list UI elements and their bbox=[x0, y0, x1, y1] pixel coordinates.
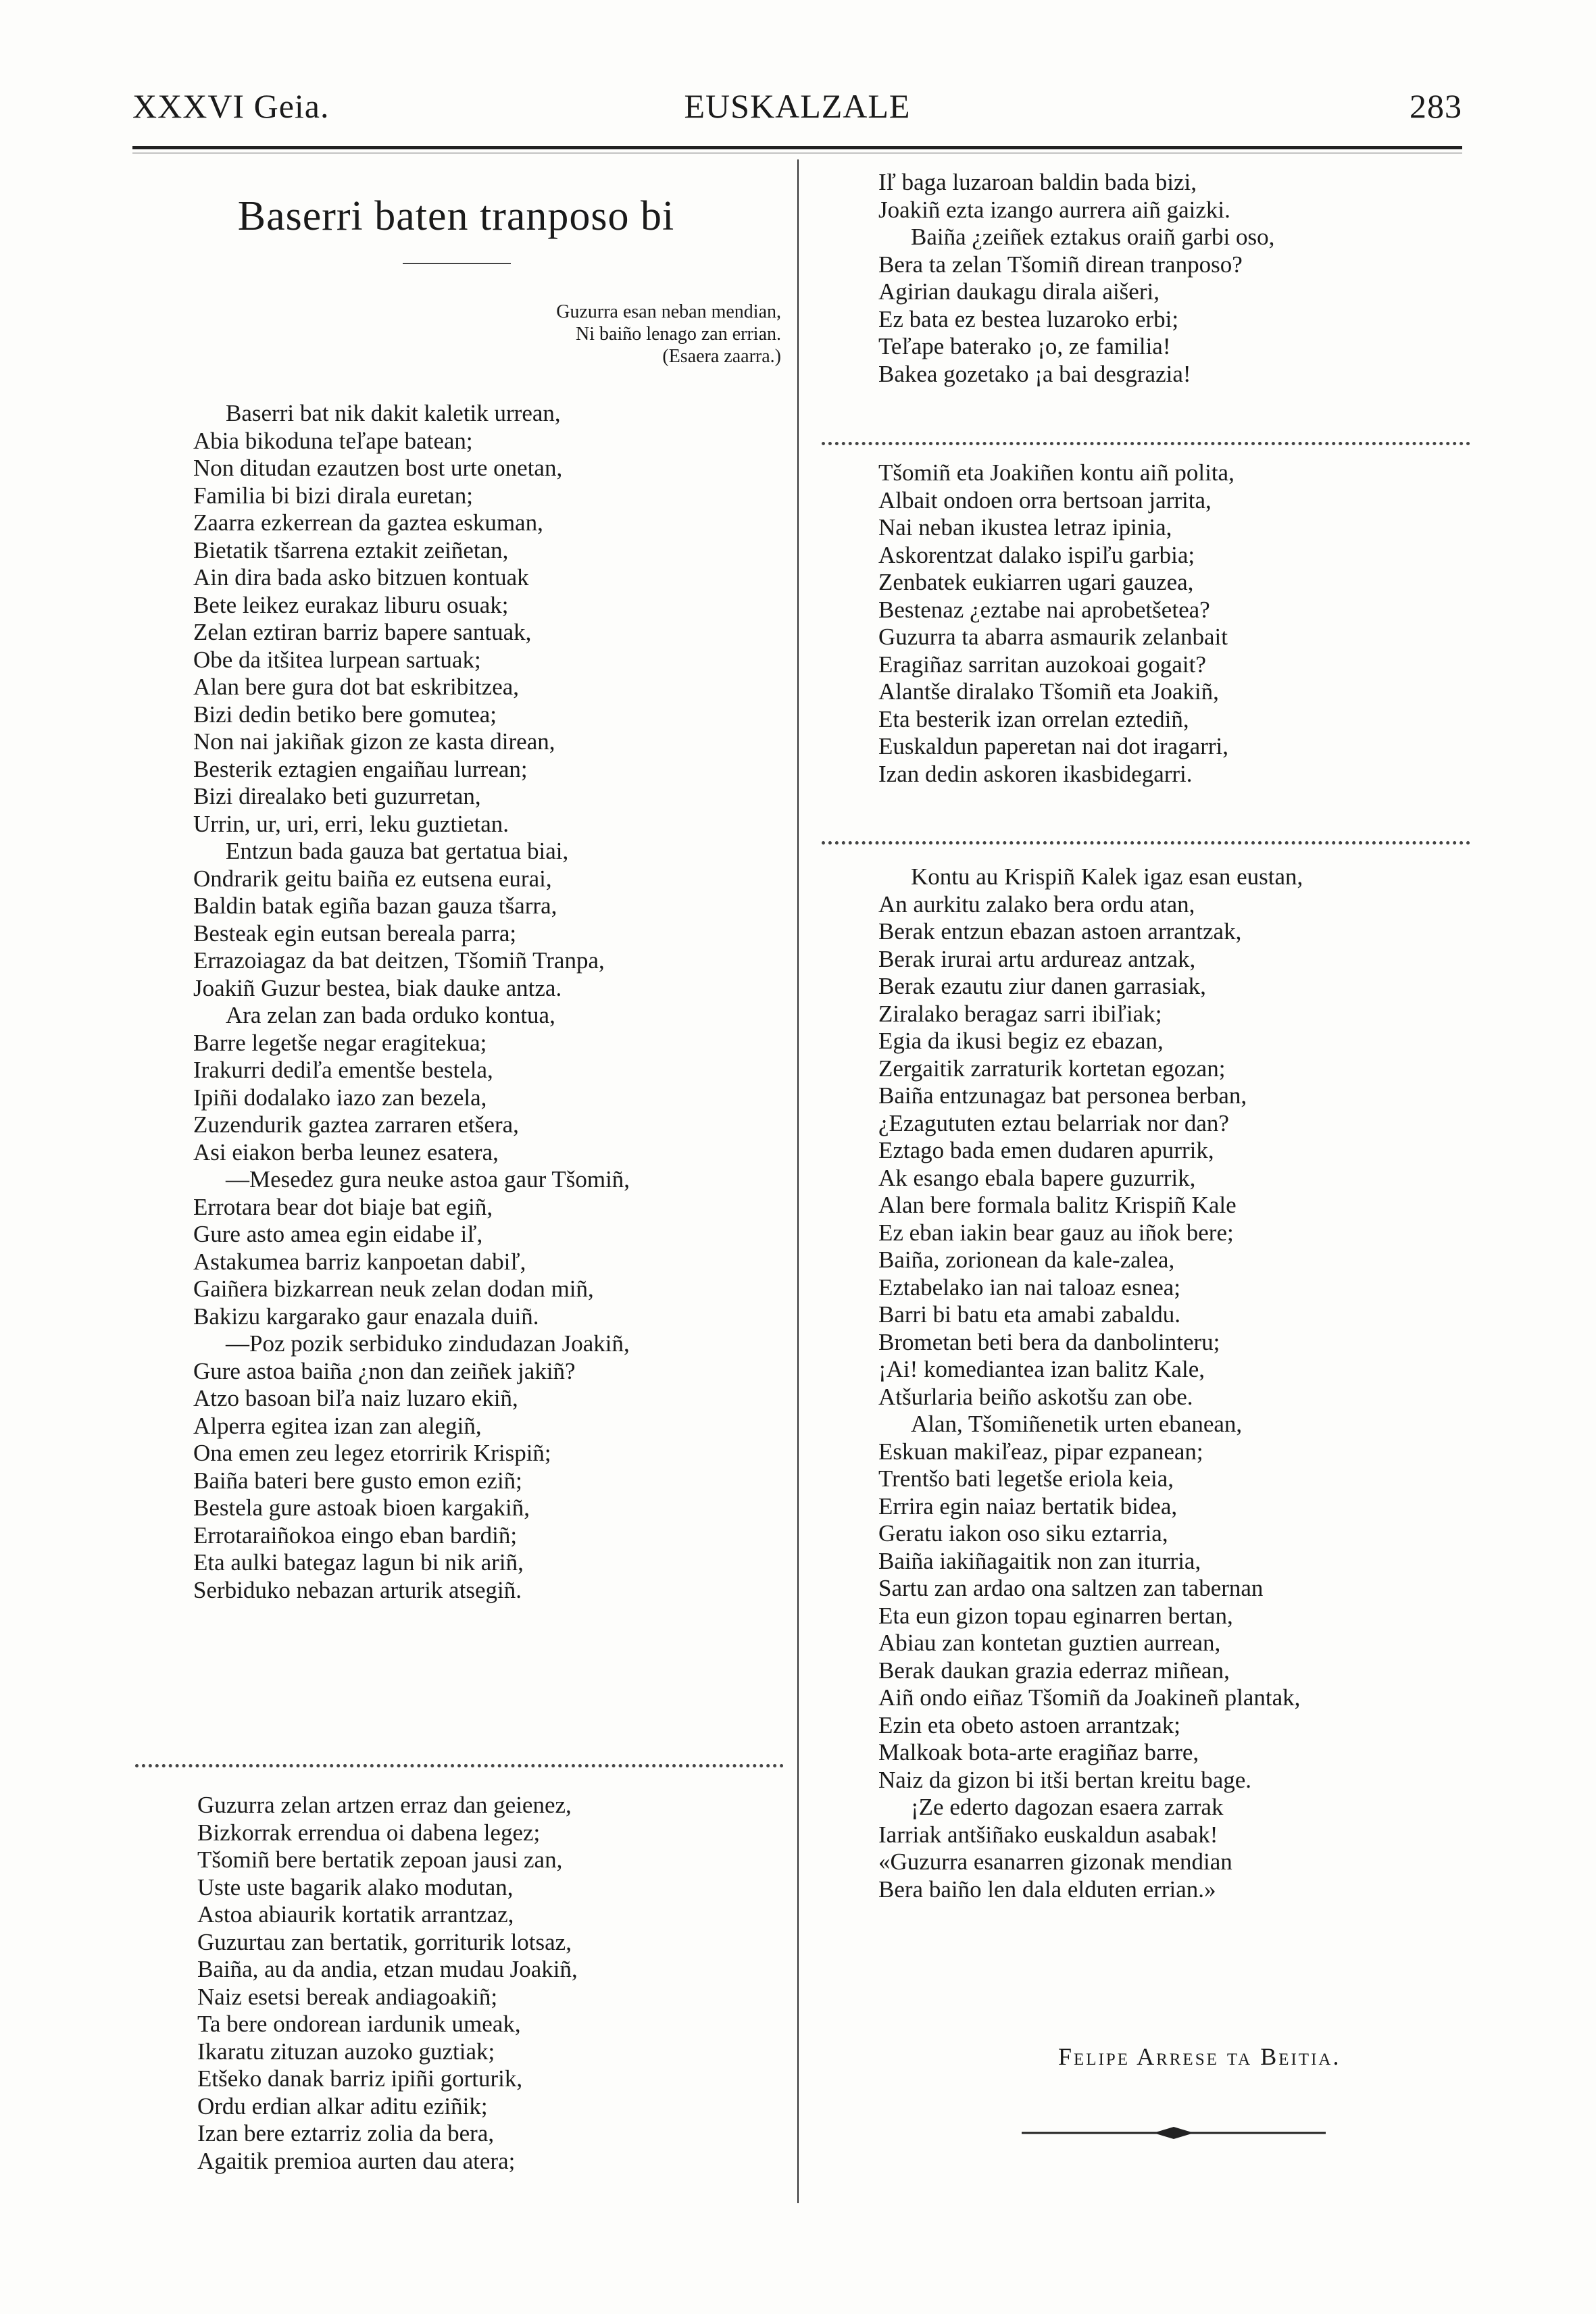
verse-line: Entzun bada gauza bat gertatua biai, bbox=[226, 838, 569, 864]
verse-line: ¡Ze ederto dagozan esaera zarrak bbox=[911, 1794, 1224, 1820]
verse-line: Bete leikez eurakaz liburu osuak; bbox=[193, 591, 509, 618]
page-number: 283 bbox=[1410, 87, 1462, 125]
verse-line: Zenbatek eukiarren ugari gauzea, bbox=[878, 569, 1194, 595]
verse-line: Asi eiakon berba leunez esatera, bbox=[193, 1138, 499, 1165]
verse-line: Agirian daukagu dirala aišeri, bbox=[878, 278, 1159, 305]
verse-line: Bera baiño len dala elduten errian.» bbox=[878, 1876, 1216, 1903]
verse-line: Kontu au Krispiñ Kalek igaz esan eustan, bbox=[911, 863, 1303, 890]
verse-line: Izan dedin askoren ikasbidegarri. bbox=[878, 760, 1193, 787]
page-header bbox=[132, 86, 1462, 141]
verse-line: —Poz pozik serbiduko zindudazan Joakiñ, bbox=[226, 1330, 630, 1357]
verse-line: Obe da itšitea lurpean sartuak; bbox=[193, 646, 481, 673]
verse-line: Gaiñera bizkarrean neuk zelan dodan miñ, bbox=[193, 1276, 594, 1302]
verse-line: Teľape baterako ¡o, ze familia! bbox=[878, 333, 1171, 359]
verse-line: Agaitik premioa aurten dau atera; bbox=[197, 2147, 516, 2174]
verse-line: Bizkorrak errendua oi dabena legez; bbox=[197, 1819, 541, 1846]
verse-line: An aurkitu zalako bera ordu atan, bbox=[878, 890, 1195, 917]
verse-line: Berak daukan grazia ederraz miñean, bbox=[878, 1657, 1230, 1684]
verse-line: Abiau zan kontetan guztien aurrean, bbox=[878, 1630, 1221, 1656]
verse-line: Baiña iakiñagaitik non zan iturria, bbox=[878, 1547, 1201, 1574]
verse-line: Baiña entzunagaz bat personea berban, bbox=[878, 1082, 1247, 1109]
verse-line: Errira egin naiaz bertatik bidea, bbox=[878, 1492, 1178, 1519]
verse-line: Bakizu kargarako gaur enazala duiñ. bbox=[193, 1303, 539, 1330]
epigraph-line: Guzurra esan neban mendian, bbox=[556, 301, 781, 322]
verse-line: Ara zelan zan bada orduko kontua, bbox=[226, 1002, 555, 1028]
verse-line: Baserri bat nik dakit kaletik urrean, bbox=[226, 400, 561, 426]
journal-title: EUSKALZALE bbox=[684, 87, 911, 125]
verse-line: Ipiñi dodalako iazo zan bezela, bbox=[193, 1084, 487, 1111]
verse-line: Barre legetše negar eragitekua; bbox=[193, 1029, 487, 1056]
verse-line: Alperra egitea izan zan alegiñ, bbox=[193, 1412, 482, 1439]
verse-line: Zelan eztiran barriz bapere santuak, bbox=[193, 619, 532, 645]
verse-line: Sartu zan ardao ona saltzen zan tabernan bbox=[878, 1575, 1264, 1601]
verse-line: Abia bikoduna teľape batean; bbox=[193, 427, 473, 454]
verse-line: «Guzurra esanarren gizonak mendian bbox=[878, 1848, 1232, 1875]
verse-line: Berak entzun ebazan astoen arrantzak, bbox=[878, 918, 1242, 945]
verse-line: Bietatik tšarrena eztakit zeiñetan, bbox=[193, 536, 509, 563]
verse-line: Brometan beti bera da danbolinteru; bbox=[878, 1328, 1220, 1355]
author-signature: Felipe Arrese ta Beitia. bbox=[1058, 2043, 1341, 2070]
verse-line: Ondrarik geitu baiña ez eutsena eurai, bbox=[193, 865, 552, 892]
verse-line: Bizi direalako beti guzurretan, bbox=[193, 783, 481, 809]
verse-line: Eta besterik izan orrelan eztediñ, bbox=[878, 705, 1189, 732]
verse-line: Irakurri dediľa ementše bestela, bbox=[193, 1057, 493, 1083]
verse-line: Baldin batak egiña bazan gauza tšarra, bbox=[193, 892, 557, 919]
verse-line: Eragiñaz sarritan auzokoai gogait? bbox=[878, 651, 1206, 678]
verse-line: Gure astoa baiña ¿non dan zeiñek jakiñ? bbox=[193, 1357, 576, 1384]
verse-line: Nai neban ikustea letraz ipinia, bbox=[878, 514, 1172, 540]
verse-line: Uste uste bagarik alako modutan, bbox=[197, 1873, 514, 1901]
column-divider bbox=[797, 159, 799, 2203]
verse-line: Ta bere ondorean iardunik umeak, bbox=[197, 2011, 521, 2037]
verse-line: Izan bere eztarriz zolia da bera, bbox=[197, 2120, 495, 2146]
verse-line: Iarriak antšiñako euskaldun asabak! bbox=[878, 1821, 1218, 1848]
verse-line: Besteak egin eutsan bereala parra; bbox=[193, 920, 517, 947]
verse-line: Non ditudan ezautzen bost urte onetan, bbox=[193, 455, 563, 481]
poem-stanza-right-1 bbox=[878, 169, 1487, 388]
verse-line: Alan bere gura dot bat eskribitzea, bbox=[193, 674, 520, 700]
verse-line: ¡Ai! komediantea izan balitz Kale, bbox=[878, 1356, 1205, 1382]
verse-line: Atzo basoan biľa naiz luzaro ekiñ, bbox=[193, 1385, 518, 1411]
verse-line: Guzurra zelan artzen erraz dan geienez, bbox=[197, 1792, 572, 1818]
verse-line: Ez eban iakin bear gauz au iñok bere; bbox=[878, 1219, 1234, 1246]
verse-line: Zuzendurik gaztea zarraren etšera, bbox=[193, 1111, 519, 1138]
verse-line: Malkoak bota-arte eragiñaz barre, bbox=[878, 1739, 1199, 1765]
verse-line: Eskuan makiľeaz, pipar ezpanean; bbox=[878, 1438, 1203, 1465]
dotted-separator bbox=[822, 442, 1470, 445]
poem-stanza-left-2 bbox=[197, 1792, 792, 2175]
verse-line: Aiñ ondo eiñaz Tšomiñ da Joakineñ plantak, bbox=[878, 1684, 1301, 1711]
verse-line: Bestenaz ¿eztabe nai aprobetšetea? bbox=[878, 596, 1210, 623]
verse-line: Joakiñ Guzur bestea, biak dauke antza. bbox=[193, 974, 562, 1001]
verse-line: Berak ezautu ziur danen garrasiak, bbox=[878, 973, 1206, 999]
verse-line: Errotara bear dot biaje bat egiñ, bbox=[193, 1193, 493, 1220]
verse-line: Guzurra ta abarra asmaurik zelanbait bbox=[878, 624, 1228, 650]
verse-line: Non nai jakiñak gizon ze kasta direan, bbox=[193, 728, 555, 755]
verse-line: Naiz da gizon bi itši bertan kreitu bage. bbox=[878, 1766, 1252, 1793]
verse-line: Euskaldun paperetan nai dot iragarri, bbox=[878, 733, 1228, 759]
dotted-separator bbox=[135, 1764, 784, 1767]
title-rule bbox=[403, 263, 511, 264]
verse-line: Zaarra ezkerrean da gaztea eskuman, bbox=[193, 509, 543, 536]
verse-line: Baiña bateri bere gusto emon eziñ; bbox=[193, 1467, 522, 1494]
verse-line: Astoa abiaurik kortatik arrantzaz, bbox=[197, 1901, 514, 1928]
verse-line: Familia bi bizi dirala euretan; bbox=[193, 482, 474, 509]
verse-line: Ona emen zeu legez etorririk Krispiñ; bbox=[193, 1440, 551, 1466]
verse-line: Ak esango ebala bapere guzurrik, bbox=[878, 1164, 1196, 1191]
verse-line: Urrin, ur, uri, erri, leku guztietan. bbox=[193, 810, 509, 837]
verse-line: Eta eun gizon topau eginarren bertan, bbox=[878, 1602, 1233, 1629]
dotted-separator bbox=[822, 841, 1470, 845]
verse-line: ¿Ezagututen eztau belarriak nor dan? bbox=[878, 1109, 1229, 1136]
verse-line: Baiña, zorionean da kale-zalea, bbox=[878, 1247, 1175, 1273]
verse-line: Tšomiñ eta Joakiñen kontu aiñ polita, bbox=[878, 459, 1235, 486]
epigraph-source: (Esaera zaarra.) bbox=[662, 346, 781, 367]
verse-line: Ezin eta obeto astoen arrantzak; bbox=[878, 1711, 1181, 1738]
poem-stanza-left-1 bbox=[193, 400, 788, 1604]
verse-line: Ikaratu zituzan auzoko guztiak; bbox=[197, 2038, 495, 2065]
verse-line: Ez bata ez bestea luzaroko erbi; bbox=[878, 305, 1179, 332]
verse-line: Berak irurai artu ardureaz antzak, bbox=[878, 945, 1196, 972]
verse-line: Baiña ¿zeiñek eztakus oraiñ garbi oso, bbox=[911, 224, 1275, 250]
verse-line: Bakea gozetako ¡a bai desgrazia! bbox=[878, 360, 1191, 387]
verse-line: Joakiñ ezta izango aurrera aiñ gaizki. bbox=[878, 196, 1230, 223]
verse-line: Errotaraiñokoa eingo eban bardiñ; bbox=[193, 1521, 518, 1549]
verse-line: Zergaitik zarraturik kortetan egozan; bbox=[878, 1055, 1226, 1082]
verse-line: Ain dira bada asko bitzuen kontuak bbox=[193, 564, 529, 590]
verse-line: Alan, Tšomiñenetik urten ebanean, bbox=[911, 1411, 1243, 1437]
verse-line: Tšomiñ bere bertatik zepoan jausi zan, bbox=[197, 1846, 563, 1873]
verse-line: Baiña, au da andia, etzan mudau Joakiñ, bbox=[197, 1956, 578, 1982]
verse-line: Alantše diralako Tšomiñ eta Joakiñ, bbox=[878, 678, 1219, 705]
verse-line: Askorentzat dalako ispiľu garbia; bbox=[878, 541, 1195, 568]
verse-line: Besterik eztagien engaiñau lurrean; bbox=[193, 755, 528, 782]
epigraph bbox=[432, 301, 781, 368]
poem-stanza-right-2 bbox=[878, 459, 1487, 788]
issue-number: XXXVI Geia. bbox=[132, 87, 330, 125]
verse-line: Errazoiagaz da bat deitzen, Tšomiñ Tranpa, bbox=[193, 947, 605, 974]
verse-line: Geratu iakon oso siku eztarria, bbox=[878, 1520, 1168, 1546]
poem-stanza-right-3 bbox=[878, 863, 1487, 1903]
verse-line: Eztago bada emen dudaren apurrik, bbox=[878, 1137, 1214, 1163]
verse-line: Egia da ikusi begiz ez ebazan, bbox=[878, 1028, 1164, 1054]
verse-line: Iľ baga luzaroan baldin bada bizi, bbox=[878, 169, 1197, 195]
verse-line: Bizi dedin betiko bere gomutea; bbox=[193, 701, 497, 728]
verse-line: Eta aulki bategaz lagun bi nik ariñ, bbox=[193, 1549, 524, 1576]
verse-line: Astakumea barriz kanpoetan dabiľ, bbox=[193, 1248, 526, 1275]
verse-line: Bera ta zelan Tšomiñ direan tranposo? bbox=[878, 251, 1243, 278]
verse-line: Trentšo bati legetše eriola keia, bbox=[878, 1465, 1174, 1492]
verse-line: Serbiduko nebazan arturik atsegiñ. bbox=[193, 1576, 522, 1603]
end-ornament bbox=[1022, 2125, 1326, 2141]
verse-line: Eztabelako ian nai taloaz esnea; bbox=[878, 1274, 1180, 1301]
verse-line: Ordu erdian alkar aditu eziñik; bbox=[197, 2092, 488, 2119]
verse-line: Ziralako beragaz sarri ibiľiak; bbox=[878, 1000, 1162, 1027]
verse-line: Gure asto amea egin eidabe iľ, bbox=[193, 1221, 483, 1247]
verse-line: Barri bi batu eta amabi zabaldu. bbox=[878, 1301, 1181, 1328]
article-title: Baserri baten tranposo bi bbox=[237, 193, 675, 239]
verse-line: Albait ondoen orra bertsoan jarrita, bbox=[878, 486, 1212, 513]
verse-line: Etšeko danak barriz ipiñi gorturik, bbox=[197, 2065, 523, 2092]
verse-line: Atšurlaria beiño askotšu zan obe. bbox=[878, 1383, 1193, 1410]
verse-line: Bestela gure astoak bioen kargakiñ, bbox=[193, 1494, 530, 1521]
verse-line: Alan bere formala balitz Krispiñ Kale bbox=[878, 1192, 1237, 1218]
verse-line: —Mesedez gura neuke astoa gaur Tšomiñ, bbox=[226, 1166, 630, 1192]
verse-line: Guzurtau zan bertatik, gorriturik lotsaz, bbox=[197, 1928, 572, 1955]
header-rule bbox=[132, 146, 1462, 149]
epigraph-line: Ni baiño lenago zan errian. bbox=[576, 324, 781, 345]
verse-line: Naiz esetsi bereak andiagoakiñ; bbox=[197, 1983, 498, 2010]
